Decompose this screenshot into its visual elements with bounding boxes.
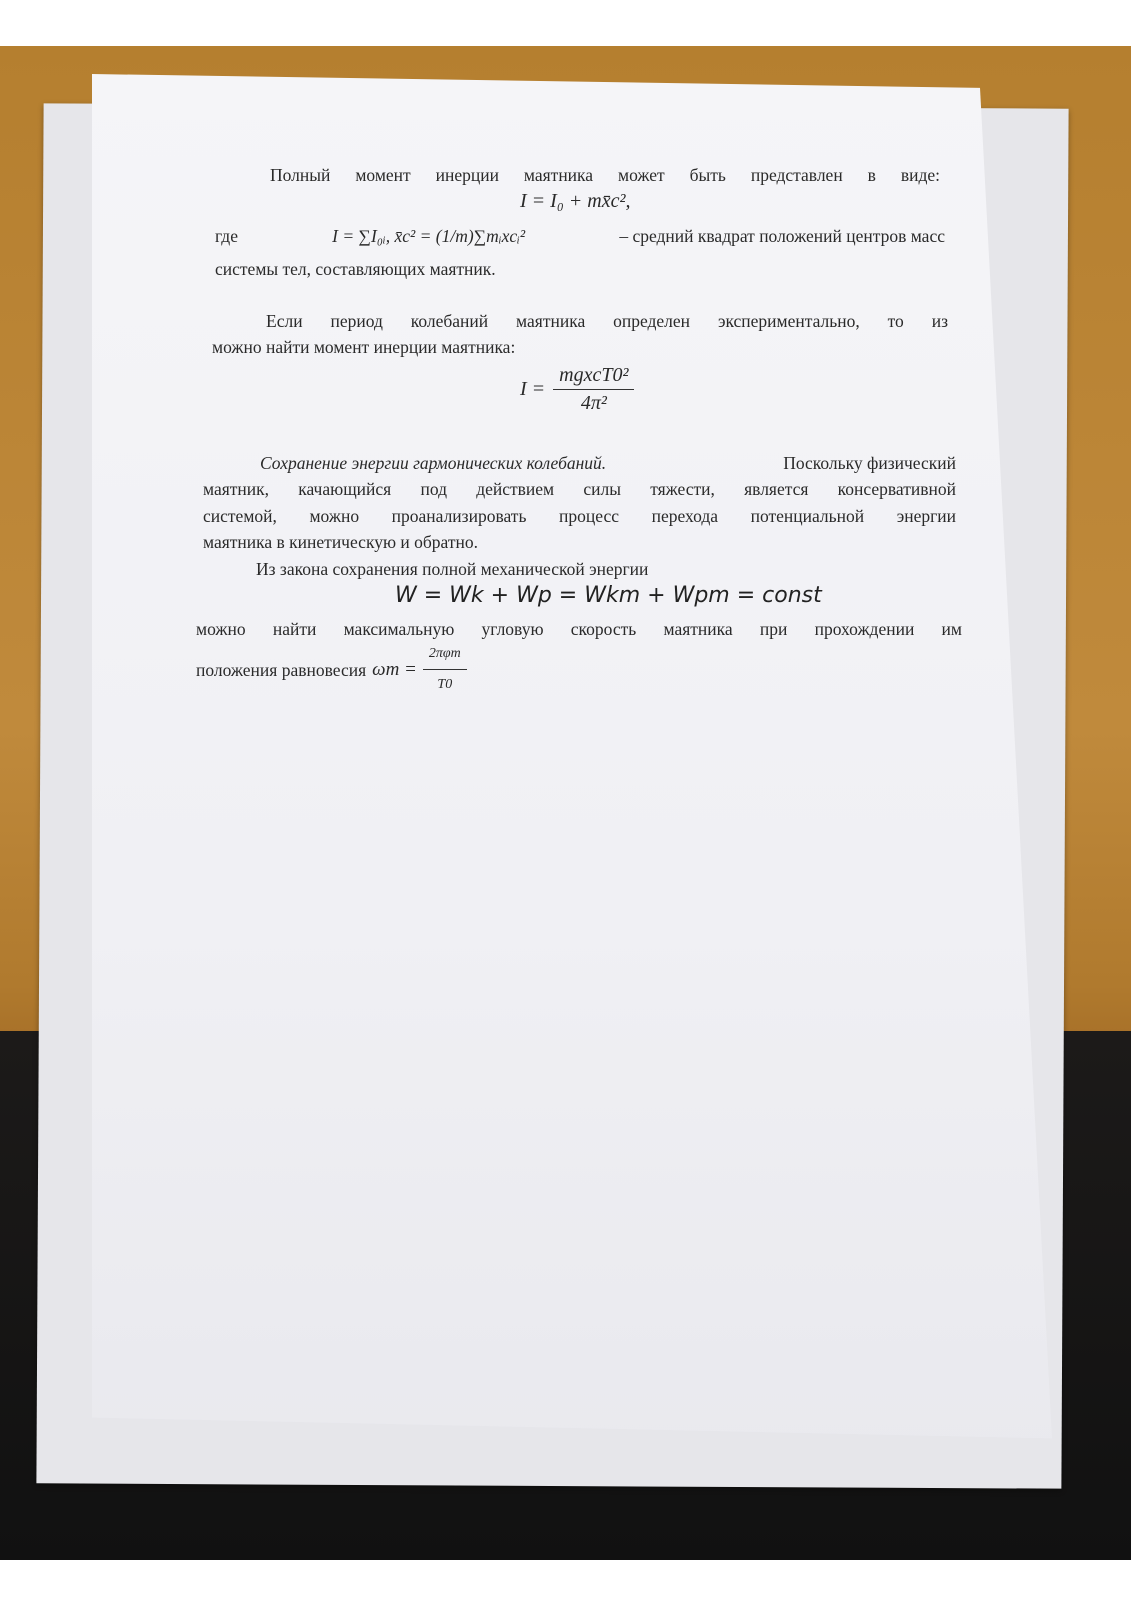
paragraph-4-line-1 <box>260 450 956 476</box>
paragraph-4-line-3: системой, можно проанализировать процесс перехода потенциальной энергии <box>203 506 956 526</box>
paragraph-5-line-1: Из закона сохранения полной механической энергии <box>256 559 649 579</box>
paragraph-4-line-2: маятник, качающийся под действием силы тяжести, является консервативной <box>203 479 956 499</box>
paragraph-3-line-2: можно найти момент инерции маятника: <box>212 337 516 357</box>
paragraph-4-line-1-rest: Поскольку физический <box>783 453 956 473</box>
formula-4-lhs: ωm = <box>372 658 417 680</box>
paragraph-2-suffix: – средний квадрат положений центров масс <box>619 226 945 246</box>
paragraph-6-text: положения равновесия <box>196 659 367 680</box>
paragraph-1-line-1: Полный момент инерции маятника может быть представлен в виде: <box>270 165 940 185</box>
formula-3: W = Wk + Wp = Wkm + Wpm = const <box>395 583 822 608</box>
formula-2-lhs: I = <box>520 378 546 400</box>
paragraph-3-line-1: Если период колебаний маятника определен экспериментально, то из <box>266 311 948 331</box>
paragraph-4-italic-title: Сохранение энергии гармонических колебаний. <box>260 453 607 473</box>
paragraph-2-prefix: где <box>215 226 238 246</box>
formula-4-denominator: T0 <box>437 677 453 692</box>
paragraph-2-line-1 <box>215 223 945 249</box>
paragraph-6-line-1: можно найти максимальную угловую скорость маятника при прохождении им <box>196 619 962 639</box>
formula-inline: I = ∑I₀ᵢ, x̄c² = (1/m)∑mᵢxcᵢ² <box>332 226 526 246</box>
paragraph-4-line-4: маятника в кинетическую и обратно. <box>203 532 479 552</box>
paper-sheet <box>92 74 1052 1462</box>
paragraph-6-line-2 <box>196 641 467 698</box>
formula-4-numerator: 2πφm <box>423 641 467 670</box>
formula-2-denominator: 4π² <box>580 392 607 414</box>
formula-4-fraction <box>423 641 467 698</box>
photo-background <box>0 46 1131 1560</box>
formula-1: I = I₀ + mx̄c², <box>520 190 631 212</box>
formula-2 <box>520 364 634 415</box>
paragraph-2-line-2: системы тел, составляющих маятник. <box>215 259 496 279</box>
formula-2-numerator: mgxcT0² <box>553 364 634 390</box>
formula-2-fraction <box>553 364 634 415</box>
